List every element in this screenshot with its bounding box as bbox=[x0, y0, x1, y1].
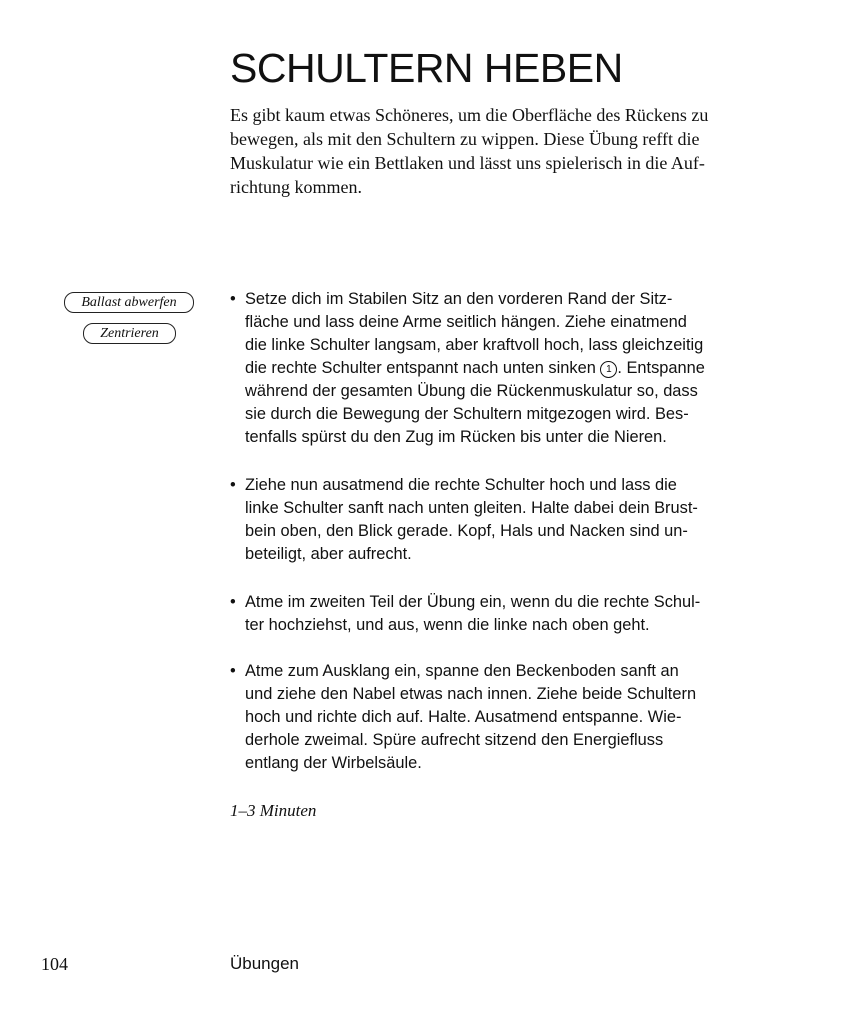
step-line: ter hochziehst, und aus, wenn die linke nach oben geht. bbox=[245, 616, 650, 634]
intro-line: Es gibt kaum etwas Schöneres, um die Oberfläche des Rückens zu bbox=[230, 105, 709, 125]
step-line: bein oben, den Blick gerade. Kopf, Hals und Nacken sind un- bbox=[245, 522, 688, 540]
page-title: SCHULTERN HEBEN bbox=[230, 45, 623, 91]
page-number: 104 bbox=[41, 954, 68, 974]
tag-ballast-abwerfen: Ballast abwerfen bbox=[64, 292, 194, 313]
step-line bbox=[245, 357, 705, 380]
step-line: während der gesamten Übung die Rückenmuskulatur so, dass bbox=[245, 382, 698, 400]
figure-marker-icon: 1 bbox=[600, 361, 617, 378]
step-line: fläche und lass deine Arme seitlich hängen. Ziehe einatmend bbox=[245, 313, 687, 331]
step-item bbox=[230, 474, 698, 566]
step-line: beteiligt, aber aufrecht. bbox=[245, 545, 412, 563]
tag-zentrieren: Zentrieren bbox=[83, 323, 176, 344]
step-item bbox=[230, 288, 705, 449]
step-line: entlang der Wirbelsäule. bbox=[245, 754, 422, 772]
step-line-text: . Entspanne bbox=[617, 359, 705, 377]
duration-label: 1–3 Minuten bbox=[230, 801, 317, 820]
step-line: und ziehe den Nabel etwas nach innen. Ziehe beide Schultern bbox=[245, 685, 697, 703]
intro-line: Muskulatur wie ein Bettlaken und lässt uns spielerisch in die Auf- bbox=[230, 153, 705, 173]
step-line: • Atme im zweiten Teil der Übung ein, wenn du die rechte Schul- bbox=[245, 593, 701, 611]
step-line: linke Schulter sanft nach unten gleiten. Halte dabei dein Brust- bbox=[245, 499, 698, 517]
intro-paragraph bbox=[230, 103, 740, 199]
step-item bbox=[230, 660, 696, 775]
step-line: hoch und richte dich auf. Halte. Ausatmend entspanne. Wie- bbox=[245, 708, 682, 726]
step-line: sie durch die Bewegung der Schultern mitgezogen wird. Bes- bbox=[245, 405, 689, 423]
step-line: tenfalls spürst du den Zug im Rücken bis unter die Nieren. bbox=[245, 428, 667, 446]
step-line: • Setze dich im Stabilen Sitz an den vorderen Rand der Sitz- bbox=[245, 290, 673, 308]
section-name: Übungen bbox=[230, 954, 300, 973]
step-line: • Atme zum Ausklang ein, spanne den Beckenboden sanft an bbox=[245, 662, 679, 680]
intro-line: richtung kommen. bbox=[230, 177, 362, 197]
step-item bbox=[230, 591, 700, 637]
step-line: die linke Schulter langsam, aber kraftvoll hoch, lass gleichzeitig bbox=[245, 336, 704, 354]
step-line: derhole zweimal. Spüre aufrecht sitzend den Energiefluss bbox=[245, 731, 664, 749]
intro-line: bewegen, als mit den Schultern zu wippen. Diese Übung refft die bbox=[230, 129, 700, 149]
step-line-text: die rechte Schulter entspannt nach unten sinken bbox=[245, 359, 596, 377]
step-line: • Ziehe nun ausatmend die rechte Schulter hoch und lass die bbox=[245, 476, 677, 494]
